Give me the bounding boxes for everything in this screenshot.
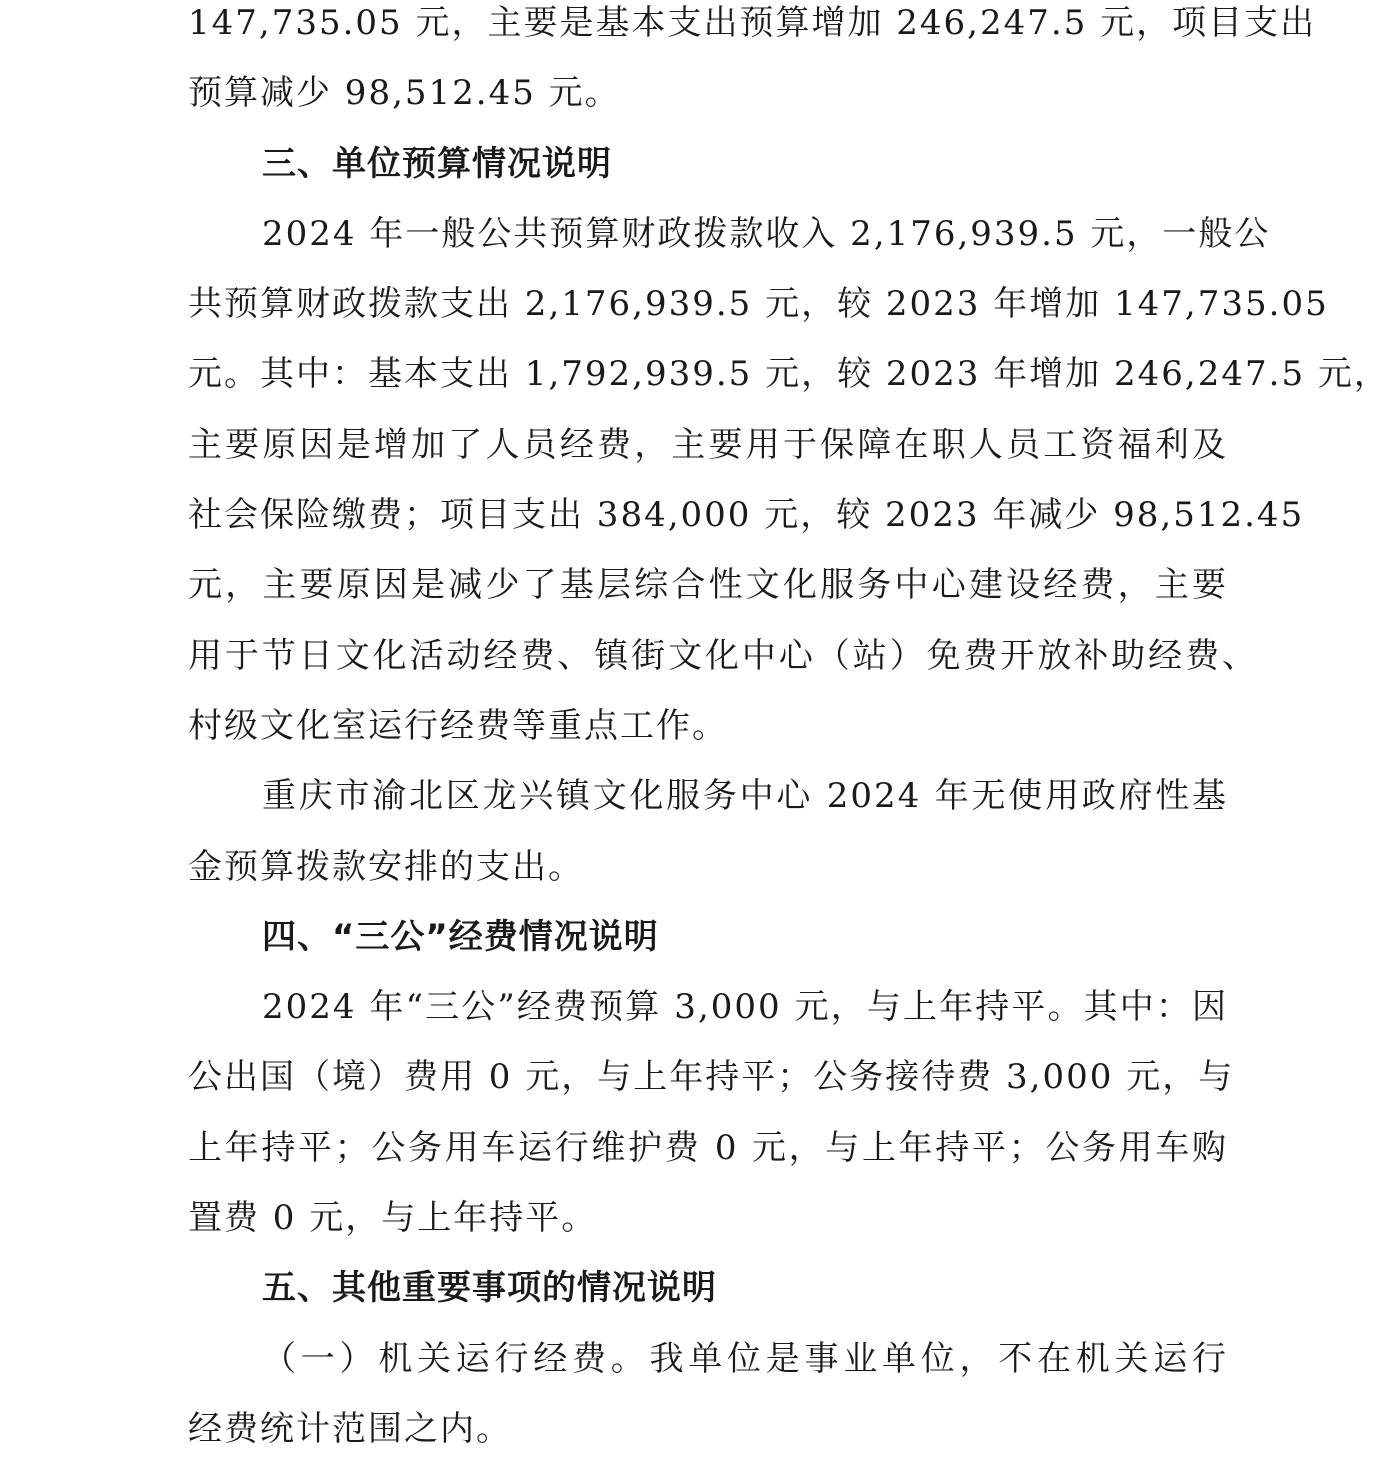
text-line: （一）机关运行经费。我单位是事业单位，不在机关运行 <box>262 1338 1228 1379</box>
text-line: 共预算财政拨款支出 2,176,939.5 元，较 2023 年增加 147,735.05 <box>188 284 1329 325</box>
text-line: 元。其中：基本支出 1,792,939.5 元，较 2023 年增加 246,247.5 元， <box>188 354 1390 395</box>
text-line: 村级文化室运行经费等重点工作。 <box>188 705 728 746</box>
section-heading-4: 四、“三公”经费情况说明 <box>262 916 659 957</box>
text-line: 147,735.05 元，主要是基本支出预算增加 246,247.5 元，项目支出 <box>188 3 1317 43</box>
text-line: 预算减少 98,512.45 元。 <box>188 73 621 114</box>
text-line: 上年持平；公务用车运行维护费 0 元，与上年持平；公务用车购 <box>188 1127 1228 1168</box>
text-line: 重庆市渝北区龙兴镇文化服务中心 2024 年无使用政府性基 <box>262 776 1228 817</box>
text-line: 元，主要原因是减少了基层综合性文化服务中心建设经费，主要 <box>188 565 1228 606</box>
text-line: 经费统计范围之内。 <box>188 1408 512 1449</box>
text-line: 金预算拨款安排的支出。 <box>188 846 584 887</box>
section-heading-3: 三、单位预算情况说明 <box>262 143 612 184</box>
section-heading-5: 五、其他重要事项的情况说明 <box>262 1268 717 1309</box>
text-line: 置费 0 元，与上年持平。 <box>188 1198 598 1239</box>
text-line: 社会保险缴费；项目支出 384,000 元，较 2023 年减少 98,512.45 <box>188 495 1305 536</box>
text-line: 公出国（境）费用 0 元，与上年持平；公务接待费 3,000 元，与 <box>188 1057 1235 1098</box>
document-page <box>188 0 1390 1464</box>
text-line: 2024 年一般公共预算财政拨款收入 2,176,939.5 元，一般公 <box>262 213 1271 254</box>
text-line: 用于节日文化活动经费、镇街文化中心（站）免费开放补助经费、 <box>188 635 1258 676</box>
text-line: 2024 年“三公”经费预算 3,000 元，与上年持平。其中：因 <box>262 987 1228 1028</box>
text-line: 主要原因是增加了人员经费，主要用于保障在职人员工资福利及 <box>188 424 1228 465</box>
